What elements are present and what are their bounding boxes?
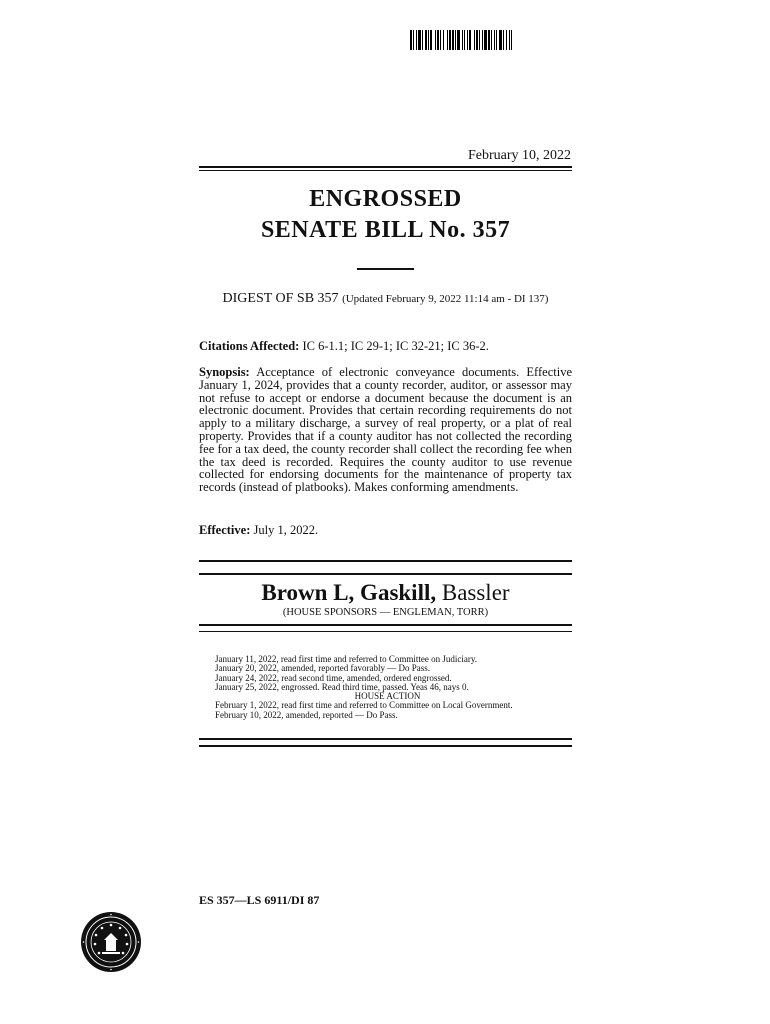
divider bbox=[199, 573, 572, 575]
divider bbox=[199, 624, 572, 626]
barcode-bar bbox=[440, 30, 441, 50]
digest-title: DIGEST OF SB 357 bbox=[222, 291, 339, 306]
bill-title-line1: ENGROSSED bbox=[309, 186, 462, 212]
action-line: January 11, 2022, read first time and referred to Committee on Judiciary. bbox=[215, 654, 478, 664]
effective-label: Effective: bbox=[199, 523, 251, 537]
action-line: January 25, 2022, engrossed. Read third time, passed. Yeas 46, nays 0. bbox=[215, 681, 469, 692]
barcode-bar bbox=[469, 30, 471, 50]
synopsis-text: Acceptance of electronic conveyance documents. Effective January 1, 2024, provides that a county recorder, auditor, or assessor may not refuse to accept or endorse a document because the document is an electronic document. Provides that certain recording requirements do not apply to a military discharge, a survey of real property, or a plat of real property. Provides that if a county auditor has not collected the recording fee for a tax deed, the county recorder shall collect the recording fee when the tax deed is recorded. Requires the county auditor to use revenue collected for endorsing documents for the maintenance of property tax records (instead of platbooks). Makes conforming amendments. bbox=[199, 365, 572, 495]
senate-sponsors bbox=[199, 580, 572, 606]
barcode-bar bbox=[413, 30, 414, 50]
house-sponsors: (HOUSE SPONSORS — ENGLEMAN, TORR) bbox=[282, 607, 489, 618]
barcode-bar bbox=[462, 30, 463, 50]
citations-affected bbox=[199, 340, 572, 353]
barcode-bar bbox=[457, 30, 460, 50]
sponsors-primary: Brown L, Gaskill, bbox=[261, 580, 437, 605]
barcode-bar bbox=[491, 30, 492, 50]
citations-label: Citations Affected: bbox=[199, 339, 300, 353]
effective-text: July 1, 2022. bbox=[253, 523, 319, 537]
action-line: January 24, 2022, read second time, amended, ordered engrossed. bbox=[215, 672, 452, 683]
barcode-bar bbox=[467, 30, 468, 50]
synopsis-label: Synopsis: bbox=[199, 365, 250, 379]
barcode-bar bbox=[455, 30, 456, 50]
bill-title-line2: SENATE BILL No. 357 bbox=[260, 217, 511, 243]
barcode-bar bbox=[449, 30, 451, 50]
barcode-bar bbox=[416, 30, 417, 50]
barcode-bar bbox=[418, 30, 421, 50]
divider bbox=[199, 738, 572, 740]
barcode-bar bbox=[474, 30, 475, 50]
barcode-bar bbox=[435, 30, 436, 50]
action-line: February 10, 2022, amended, reported — Do Pass. bbox=[215, 709, 398, 720]
barcode-bar bbox=[488, 30, 490, 50]
divider bbox=[357, 268, 414, 270]
barcode-bar bbox=[428, 30, 429, 50]
document-id: ES 357—LS 6911/DI 87 bbox=[199, 893, 320, 907]
barcode-bar bbox=[482, 30, 483, 50]
barcode-bar bbox=[484, 30, 487, 50]
state-seal-icon bbox=[80, 911, 142, 973]
house-action-heading: HOUSE ACTION bbox=[354, 691, 421, 702]
barcode-bar bbox=[499, 30, 502, 50]
barcode-bar bbox=[511, 30, 512, 50]
barcode-bar bbox=[494, 30, 495, 50]
barcode-bar bbox=[476, 30, 478, 50]
digest-heading bbox=[199, 291, 572, 307]
divider bbox=[199, 170, 572, 171]
barcode-bar bbox=[443, 30, 444, 50]
sponsors-secondary: Bassler bbox=[441, 580, 510, 605]
barcode-bar bbox=[496, 30, 497, 50]
synopsis bbox=[199, 366, 572, 494]
barcode bbox=[410, 30, 588, 50]
barcode-bar bbox=[447, 30, 448, 50]
barcode-bar bbox=[410, 30, 412, 50]
citations-text: IC 6-1.1; IC 29-1; IC 32-21; IC 36-2. bbox=[302, 339, 489, 353]
barcode-bar bbox=[425, 30, 427, 50]
barcode-bar bbox=[503, 30, 504, 50]
barcode-bar bbox=[452, 30, 454, 50]
document-date: February 10, 2022 bbox=[467, 148, 571, 163]
divider bbox=[199, 166, 572, 168]
action-line: January 20, 2022, amended, reported favorably — Do Pass. bbox=[215, 663, 430, 674]
barcode-bar bbox=[464, 30, 465, 50]
effective-date bbox=[199, 524, 572, 537]
legislative-actions bbox=[215, 655, 560, 720]
divider bbox=[199, 631, 572, 632]
barcode-bar bbox=[479, 30, 480, 50]
barcode-bar bbox=[430, 30, 432, 50]
barcode-bar bbox=[422, 30, 423, 50]
barcode-bar bbox=[509, 30, 510, 50]
action-line: February 1, 2022, read first time and referred to Committee on Local Government. bbox=[215, 700, 513, 711]
barcode-bar bbox=[437, 30, 439, 50]
divider bbox=[199, 560, 572, 562]
divider bbox=[199, 745, 572, 747]
digest-updated: (Updated February 9, 2022 11:14 am - DI 137) bbox=[342, 293, 549, 305]
barcode-bar bbox=[506, 30, 507, 50]
